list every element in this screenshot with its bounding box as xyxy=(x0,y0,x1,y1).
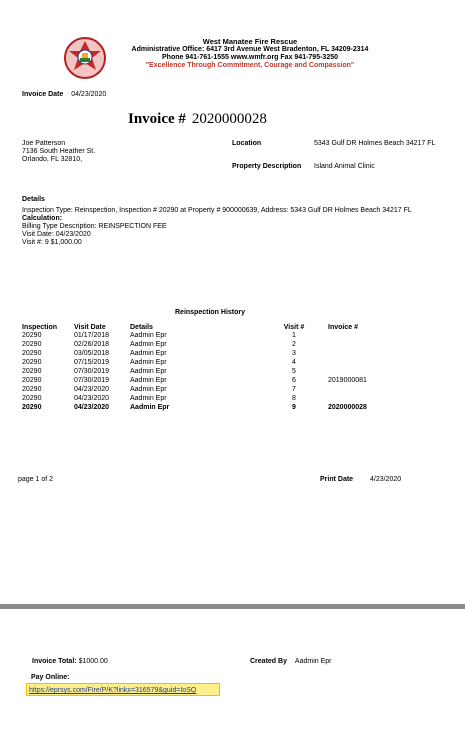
cell-details: Aadmin Epr xyxy=(130,368,167,375)
cell-invoice xyxy=(328,332,418,341)
cell-inspection: 20290 xyxy=(22,386,42,393)
cell-details: Aadmin Epr xyxy=(130,404,170,411)
location-label: Location xyxy=(232,140,262,147)
location-value: 5343 Gulf DR Holmes Beach 34217 FL xyxy=(314,140,436,147)
cell-details: Aadmin Epr xyxy=(130,386,167,393)
cell-visit-number: 2 xyxy=(292,341,296,348)
cell-visit-number: 7 xyxy=(292,386,296,393)
pay-online-link[interactable]: https://eprsys.com/Fire/P/K?linkx=316579&guid=IoSQ xyxy=(29,687,197,694)
org-address: Administrative Office: 6417 3rd Avenue West Bradenton, FL 34209-2314 xyxy=(131,46,369,53)
created-by-value: Aadmin Epr xyxy=(294,658,332,665)
fire-rescue-logo-icon xyxy=(63,36,107,80)
table-row xyxy=(22,359,418,368)
cell-visit-date: 01/17/2018 xyxy=(74,332,110,339)
history-header: Details xyxy=(130,323,153,331)
invoice-total-value: $1000.00 xyxy=(78,658,108,665)
page-number: page 1 of 2 xyxy=(18,476,54,483)
property-label: Property Description xyxy=(232,163,302,170)
cell-details: Aadmin Epr xyxy=(130,350,167,357)
cell-inspection: 20290 xyxy=(22,332,42,339)
details-section xyxy=(22,196,422,247)
cell-invoice xyxy=(328,368,418,377)
table-row xyxy=(22,395,418,404)
cell-invoice xyxy=(328,395,418,404)
cell-invoice xyxy=(328,359,418,368)
table-row-current xyxy=(22,404,418,413)
print-date-value: 4/23/2020 xyxy=(370,476,402,483)
table-row xyxy=(22,350,418,359)
customer-street: 7136 South Heather St. xyxy=(22,148,96,155)
cell-details: Aadmin Epr xyxy=(130,395,167,402)
calculation-label: Calculation: xyxy=(22,215,63,222)
table-row xyxy=(22,377,418,386)
cell-details: Aadmin Epr xyxy=(130,332,167,339)
invoice-title xyxy=(128,111,267,128)
history-title: Reinspection History xyxy=(175,309,246,316)
organization-header xyxy=(110,38,390,70)
cell-details: Aadmin Epr xyxy=(130,377,167,384)
cell-visit-date: 07/15/2019 xyxy=(74,359,110,366)
cell-visit-date: 07/30/2019 xyxy=(74,377,110,384)
visit-amount: Visit #: 9 $1,000.00 xyxy=(22,239,82,246)
created-by-label: Created By xyxy=(250,658,287,665)
cell-visit-date: 04/23/2020 xyxy=(74,404,110,411)
customer-address xyxy=(22,140,95,164)
cell-visit-number: 4 xyxy=(292,359,296,366)
cell-inspection: 20290 xyxy=(22,350,42,357)
invoice-total xyxy=(32,658,108,666)
visit-date: Visit Date: 04/23/2020 xyxy=(22,231,91,238)
cell-inspection: 20290 xyxy=(22,368,42,375)
pay-online-link-box[interactable] xyxy=(26,683,220,696)
cell-invoice: 2020000028 xyxy=(328,404,367,411)
table-row xyxy=(22,341,418,350)
history-header: Visit # xyxy=(283,323,305,331)
cell-invoice: 2019000081 xyxy=(328,377,367,384)
page-divider xyxy=(0,604,465,609)
cell-visit-date: 03/05/2018 xyxy=(74,350,110,357)
cell-visit-number: 8 xyxy=(292,395,296,402)
created-by xyxy=(250,658,332,666)
history-table xyxy=(22,322,418,413)
cell-details: Aadmin Epr xyxy=(130,341,167,348)
cell-visit-date: 04/23/2020 xyxy=(74,386,110,393)
cell-visit-date: 07/30/2019 xyxy=(74,368,110,375)
invoice-title-label: Invoice # xyxy=(128,111,186,127)
table-row xyxy=(22,332,418,341)
customer-city: Orlando, FL 32810, xyxy=(22,156,83,163)
cell-inspection: 20290 xyxy=(22,395,42,402)
cell-inspection: 20290 xyxy=(22,359,42,366)
history-header: Inspection xyxy=(22,323,58,331)
org-name: West Manatee Fire Rescue xyxy=(202,37,298,46)
invoice-date-value: 04/23/2020 xyxy=(71,91,107,98)
cell-invoice xyxy=(328,341,418,350)
history-header-row xyxy=(22,322,418,332)
print-date-label: Print Date xyxy=(320,476,354,483)
cell-details: Aadmin Epr xyxy=(130,359,167,366)
cell-inspection: 20290 xyxy=(22,404,42,411)
invoice-date-label: Invoice Date xyxy=(22,91,64,98)
cell-visit-date: 02/26/2018 xyxy=(74,341,110,348)
cell-visit-number: 5 xyxy=(292,368,296,375)
details-heading: Details xyxy=(22,196,45,203)
cell-inspection: 20290 xyxy=(22,377,42,384)
details-inspection-line: Inspection Type: Reinspection, Inspection # 20290 at Property # 900000639, Address: 5343 Gulf DR Holmes Beach 34217 FL xyxy=(22,207,412,214)
pay-online-label: Pay Online: xyxy=(31,674,70,681)
org-contact: Phone 941-761-1555 www.wmfr.org Fax 941-795-3250 xyxy=(162,54,338,61)
cell-visit-number: 3 xyxy=(292,350,296,357)
invoice-date xyxy=(22,91,106,99)
history-header: Invoice # xyxy=(328,323,358,331)
cell-visit-number: 6 xyxy=(292,377,296,384)
billing-type: Billing Type Description: REINSPECTION FEE xyxy=(22,223,167,230)
cell-invoice xyxy=(328,386,418,395)
org-motto: "Excellence Through Commitment, Courage and Compassion" xyxy=(145,62,355,69)
cell-invoice xyxy=(328,350,418,359)
cell-visit-number: 1 xyxy=(292,332,296,339)
invoice-total-label: Invoice Total: xyxy=(32,658,77,665)
table-row xyxy=(22,386,418,395)
cell-visit-number: 9 xyxy=(292,404,296,411)
cell-visit-date: 04/23/2020 xyxy=(74,395,110,402)
table-row xyxy=(22,368,418,377)
invoice-number: 2020000028 xyxy=(191,111,267,127)
customer-name: Joe Patterson xyxy=(22,140,66,147)
property-value: Island Animal Clinic xyxy=(314,163,375,170)
history-header: Visit Date xyxy=(74,323,106,331)
cell-inspection: 20290 xyxy=(22,341,42,348)
